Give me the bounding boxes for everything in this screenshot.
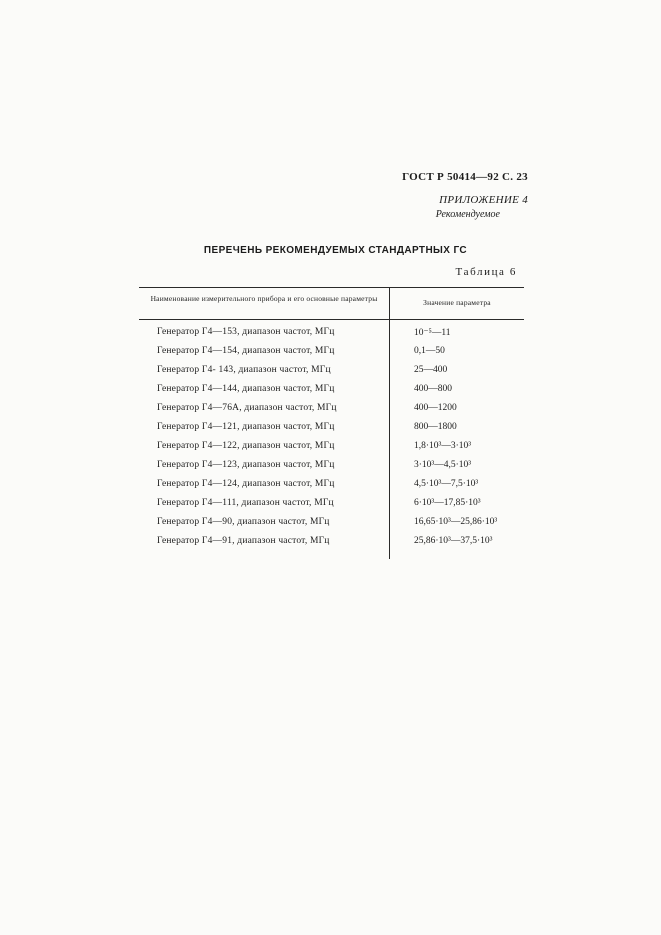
- row-name: Генератор Г4—111, диапазон частот, МГц: [157, 498, 334, 508]
- row-value: 3·10³—4,5·10³: [414, 460, 472, 470]
- column-header-value: Значение параметра: [423, 298, 491, 307]
- row-value: 800—1800: [414, 422, 457, 432]
- document-title-text: ПЕРЕЧЕНЬ РЕКОМЕНДУЕМЫХ СТАНДАРТНЫХ ГС: [203, 245, 468, 256]
- appendix-label: ПРИЛОЖЕНИЕ 4: [439, 194, 528, 206]
- row-value: 4,5·10³—7,5·10³: [414, 479, 479, 489]
- row-name: Генератор Г4- 143, диапазон частот, МГц: [157, 365, 331, 375]
- row-name: Генератор Г4—153, диапазон частот, МГц: [157, 327, 335, 337]
- table-row: [139, 479, 524, 497]
- row-value: 25,86·10³—37,5·10³: [414, 536, 493, 546]
- row-value: 400—800: [414, 384, 452, 394]
- row-value: 400—1200: [414, 403, 457, 413]
- table-row: [139, 327, 524, 345]
- header-bottom-rule: [139, 319, 524, 320]
- row-name: Генератор Г4—90, диапазон частот, МГц: [157, 517, 330, 527]
- table-row: [139, 346, 524, 364]
- row-value: 6·10³—17,85·10³: [414, 498, 481, 508]
- table-row: [139, 422, 524, 440]
- standard-reference: ГОСТ Р 50414—92 С. 23: [402, 171, 528, 183]
- row-name: Генератор Г4—123, диапазон частот, МГц: [157, 460, 335, 470]
- table-row: [139, 536, 524, 554]
- table-row: [139, 498, 524, 516]
- row-name: Генератор Г4—144, диапазон частот, МГц: [157, 384, 335, 394]
- recommended-label: Рекомендуемое: [435, 209, 500, 220]
- table-row: [139, 365, 524, 383]
- table-row: [139, 460, 524, 478]
- table-row: [139, 384, 524, 402]
- table-row: [139, 403, 524, 421]
- document-title: [0, 245, 661, 256]
- row-value: 1,8·10³—3·10³: [414, 441, 472, 451]
- row-name: Генератор Г4—91, диапазон частот, МГц: [157, 536, 330, 546]
- row-name: Генератор Г4—76А, диапазон частот, МГц: [157, 403, 337, 413]
- row-name: Генератор Г4—122, диапазон частот, МГц: [157, 441, 335, 451]
- row-value: 0,1—50: [414, 346, 445, 356]
- row-value: 25—400: [414, 365, 448, 375]
- row-value: 10⁻⁵—11: [414, 328, 451, 338]
- column-header-name: Наименование измерительного прибора и его основные параметры: [150, 294, 378, 303]
- row-value: 16,65·10³—25,86·10³: [414, 517, 498, 527]
- table-row: [139, 441, 524, 459]
- table-row: [139, 517, 524, 535]
- row-name: Генератор Г4—121, диапазон частот, МГц: [157, 422, 335, 432]
- table-label: Таблица 6: [455, 266, 517, 278]
- table-top-rule: [139, 287, 524, 288]
- row-name: Генератор Г4—124, диапазон частот, МГц: [157, 479, 335, 489]
- row-name: Генератор Г4—154, диапазон частот, МГц: [157, 346, 335, 356]
